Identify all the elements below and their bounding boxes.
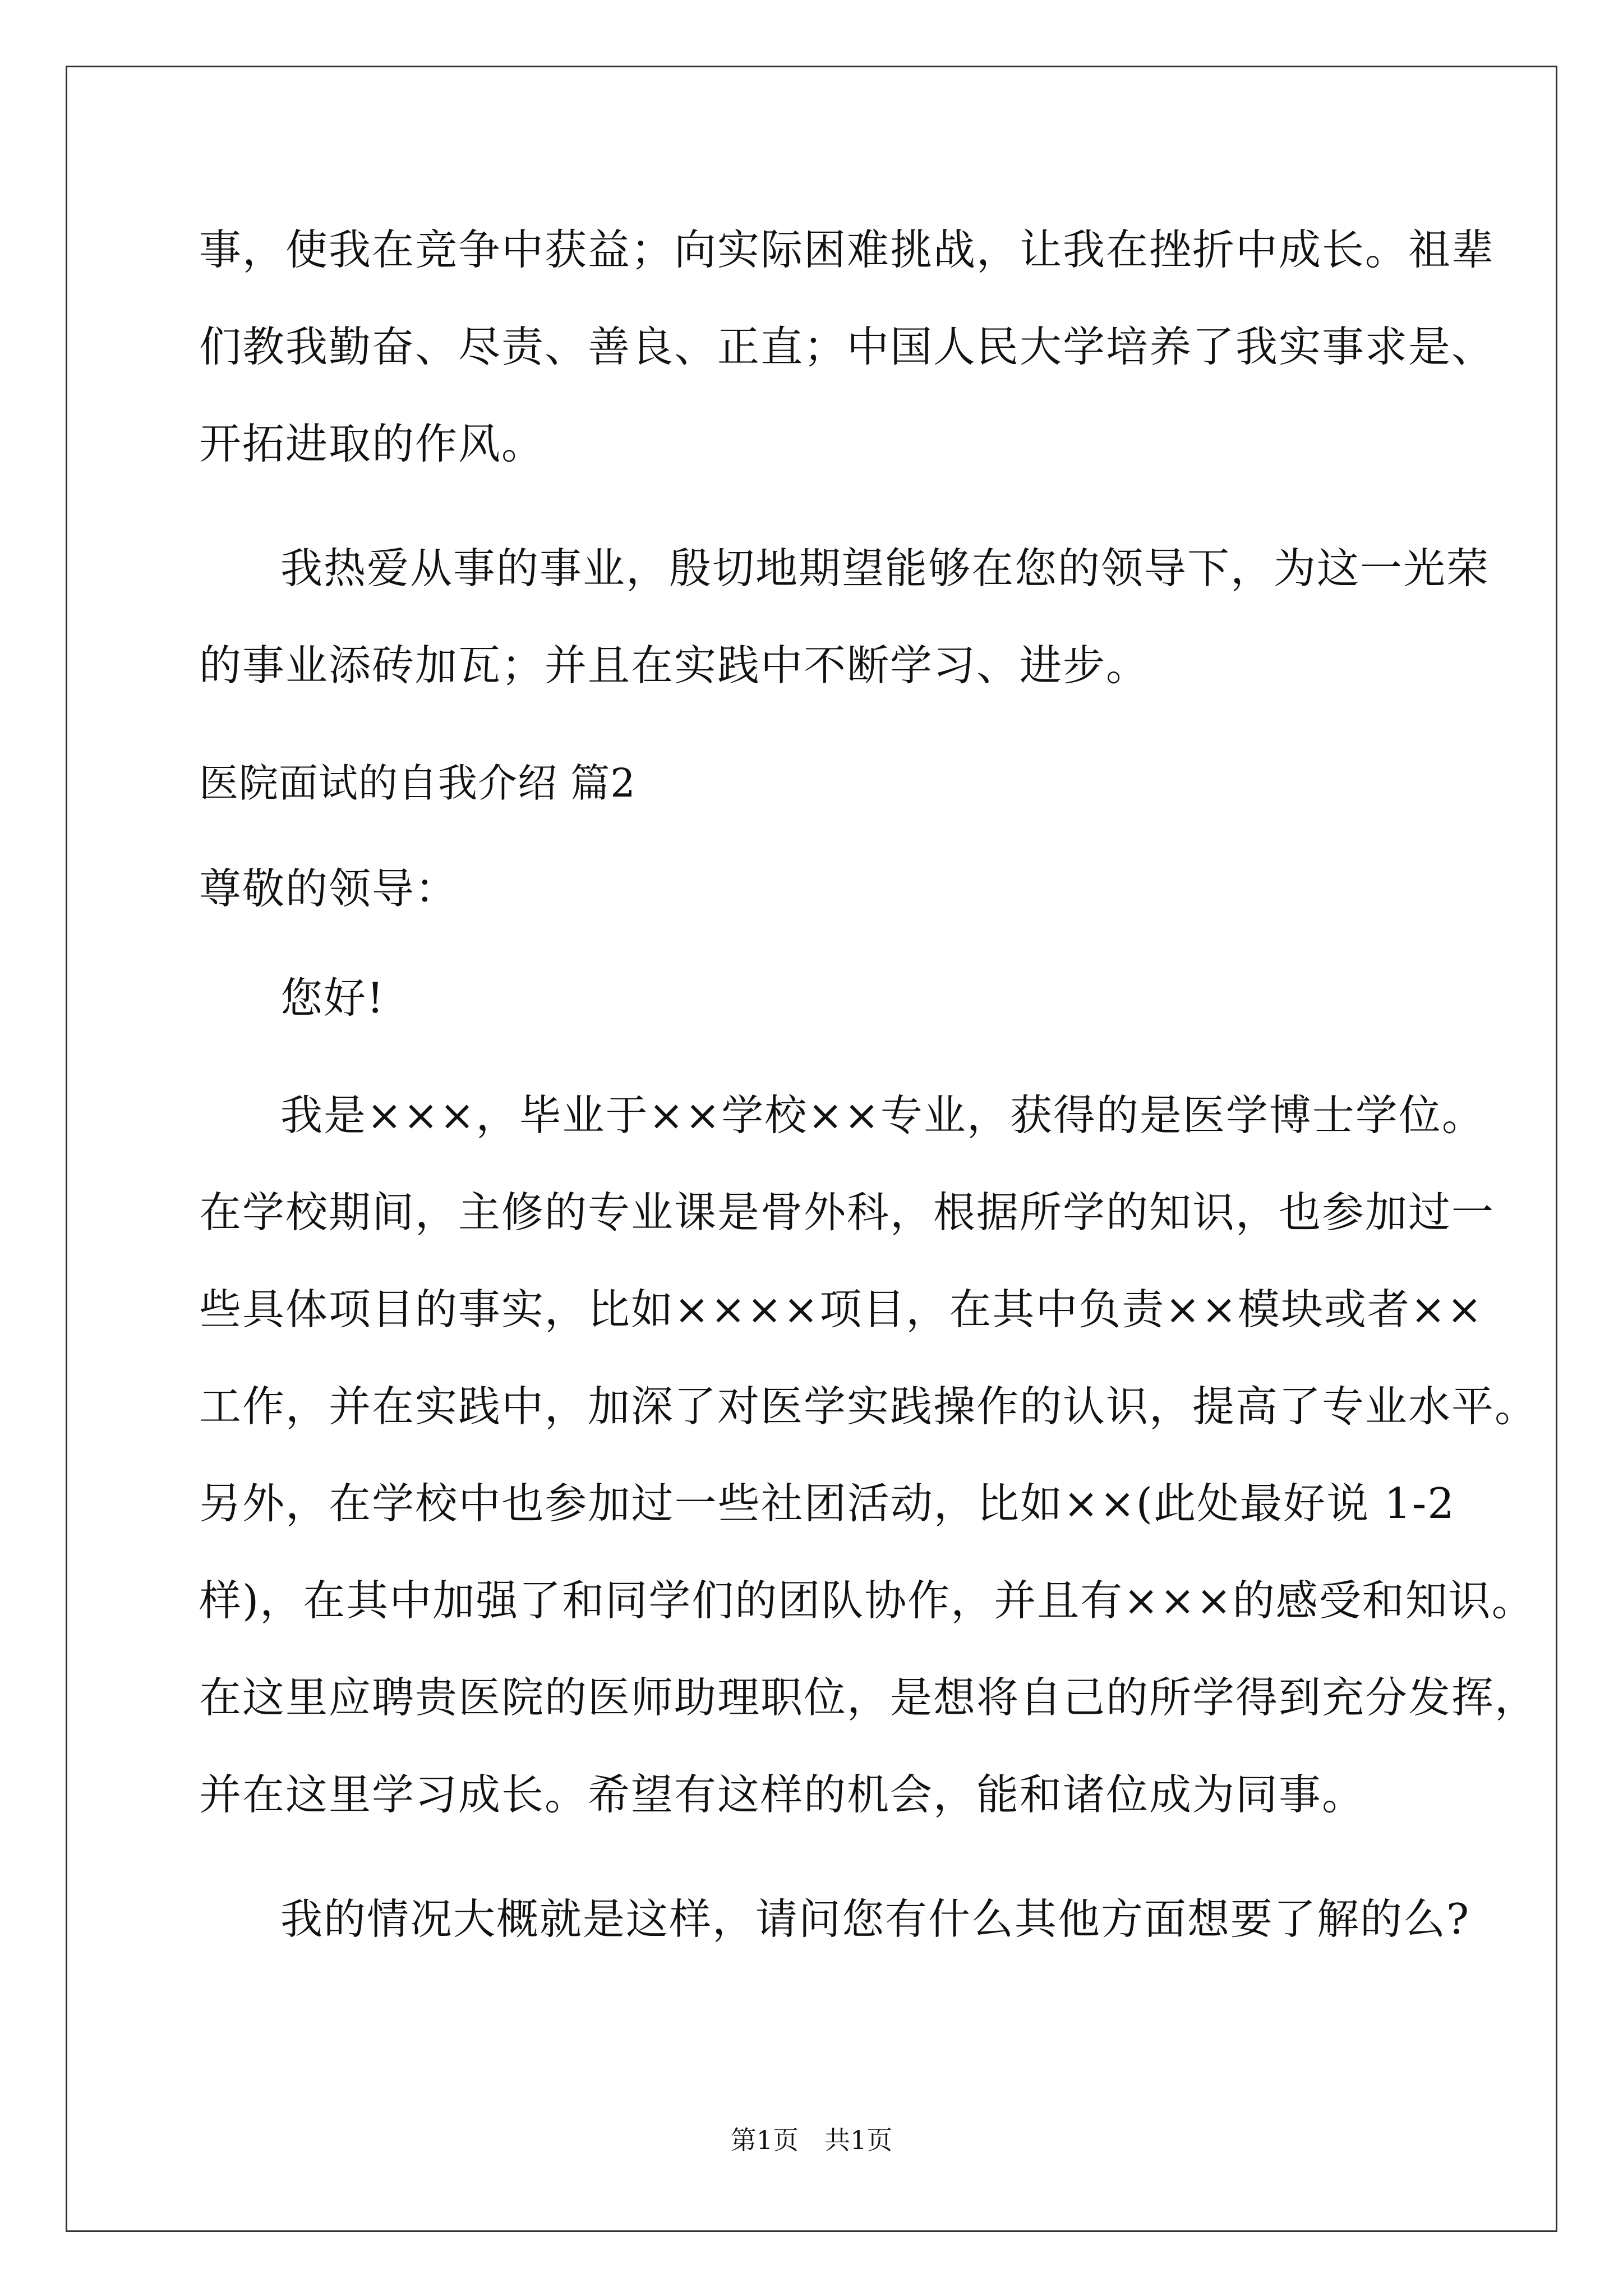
text-line: 我是×××，毕业于××学校××专业，获得的是医学博士学位。 [280,1091,1485,1140]
text-line: 我的情况大概就是这样，请问您有什么其他方面想要了解的么? [280,1894,1470,1944]
text-line: 在学校期间，主修的专业课是骨外科，根据所学的知识，也参加过一 [199,1188,1495,1237]
text-line: 样)，在其中加强了和同学们的团队协作，并且有×××的感受和知识。 [199,1576,1535,1625]
text-line: 们教我勤奋、尽责、善良、正直；中国人民大学培养了我实事求是、 [199,322,1495,371]
greeting: 您好! [280,973,385,1023]
text-line: 些具体项目的事实，比如××××项目，在其中负责××模块或者×× [199,1285,1483,1334]
text-line: 并在这里学习成长。希望有这样的机会，能和诸位成为同事。 [199,1770,1366,1819]
text-line: 在这里应聘贵医院的医师助理职位，是想将自己的所学得到充分发挥， [199,1673,1538,1722]
text-line: 事，使我在竞争中获益；向实际困难挑战，让我在挫折中成长。祖辈 [199,225,1495,274]
section-title: 医院面试的自我介绍 篇2 [199,760,636,806]
text-line: 另外，在学校中也参加过一些社团活动，比如××(此处最好说 1-2 [199,1479,1455,1528]
text-line: 开拓进取的作风。 [199,419,545,468]
salutation: 尊敬的领导： [199,864,459,913]
text-line: 的事业添砖加瓦；并且在实践中不断学习、进步。 [199,641,1150,690]
text-line: 工作，并在实践中，加深了对医学实践操作的认识，提高了专业水平。 [199,1382,1538,1431]
page-number: 第1页 共1页 [730,2125,893,2155]
text-line: 我热爱从事的事业，殷切地期望能够在您的领导下，为这一光荣 [280,544,1490,593]
